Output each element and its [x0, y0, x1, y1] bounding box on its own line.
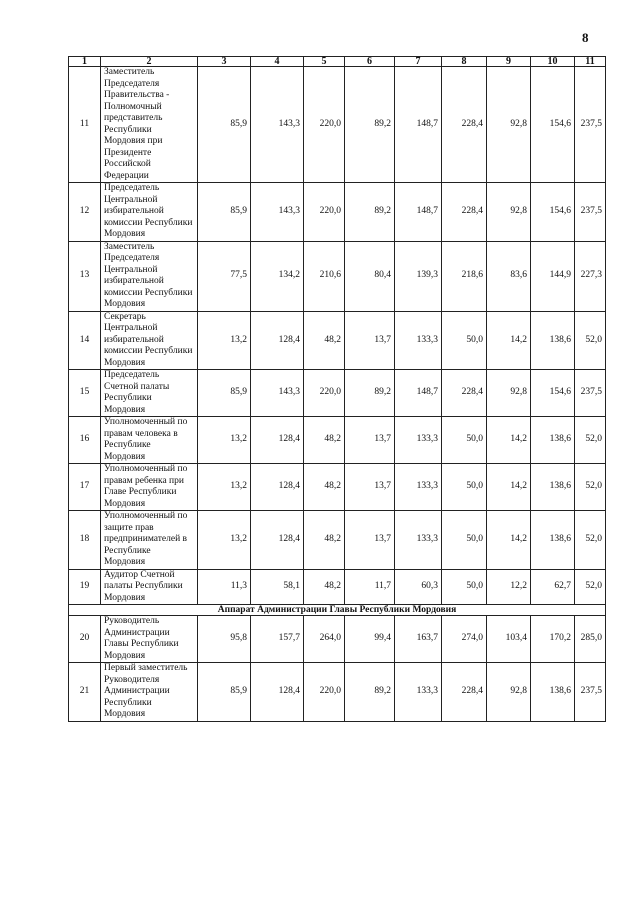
- value-cell: 143,3: [251, 370, 304, 417]
- value-cell: 58,1: [251, 569, 304, 605]
- value-cell: 133,3: [395, 311, 442, 370]
- value-cell: 13,2: [198, 417, 251, 464]
- row-number: 19: [69, 569, 101, 605]
- column-header: 2: [101, 57, 198, 67]
- row-number: 18: [69, 511, 101, 570]
- value-cell: 154,6: [531, 183, 575, 242]
- column-header: 11: [575, 57, 606, 67]
- value-cell: 154,6: [531, 370, 575, 417]
- value-cell: 50,0: [442, 311, 487, 370]
- row-number: 20: [69, 616, 101, 663]
- value-cell: 227,3: [575, 241, 606, 311]
- value-cell: 128,4: [251, 511, 304, 570]
- value-cell: 134,2: [251, 241, 304, 311]
- position-title: Заместитель Председателя Правительства - Полномочный представитель Республики Мордовия при Президенте Российской Федерации: [101, 67, 198, 183]
- row-number: 14: [69, 311, 101, 370]
- value-cell: 128,4: [251, 311, 304, 370]
- table-row: [69, 569, 606, 605]
- value-cell: 285,0: [575, 616, 606, 663]
- value-cell: 103,4: [487, 616, 531, 663]
- value-cell: 89,2: [345, 183, 395, 242]
- value-cell: 12,2: [487, 569, 531, 605]
- value-cell: 13,7: [345, 311, 395, 370]
- value-cell: 62,7: [531, 569, 575, 605]
- value-cell: 92,8: [487, 370, 531, 417]
- value-cell: 48,2: [304, 569, 345, 605]
- row-number: 17: [69, 464, 101, 511]
- row-number: 12: [69, 183, 101, 242]
- value-cell: 228,4: [442, 183, 487, 242]
- value-cell: 14,2: [487, 511, 531, 570]
- table-row: [69, 311, 606, 370]
- value-cell: 220,0: [304, 370, 345, 417]
- value-cell: 48,2: [304, 417, 345, 464]
- value-cell: 143,3: [251, 67, 304, 183]
- value-cell: 133,3: [395, 417, 442, 464]
- value-cell: 128,4: [251, 417, 304, 464]
- value-cell: 11,7: [345, 569, 395, 605]
- position-title: Председатель Счетной палаты Республики Мордовия: [101, 370, 198, 417]
- column-header: 3: [198, 57, 251, 67]
- value-cell: 138,6: [531, 417, 575, 464]
- table-row: [69, 663, 606, 722]
- row-number: 15: [69, 370, 101, 417]
- table-row: [69, 417, 606, 464]
- value-cell: 237,5: [575, 67, 606, 183]
- value-cell: 264,0: [304, 616, 345, 663]
- table-row: [69, 241, 606, 311]
- value-cell: 13,7: [345, 417, 395, 464]
- value-cell: 85,9: [198, 663, 251, 722]
- value-cell: 48,2: [304, 311, 345, 370]
- value-cell: 13,2: [198, 311, 251, 370]
- value-cell: 220,0: [304, 663, 345, 722]
- value-cell: 148,7: [395, 67, 442, 183]
- table-row: [69, 370, 606, 417]
- page-number: 8: [582, 30, 589, 45]
- value-cell: 170,2: [531, 616, 575, 663]
- value-cell: 133,3: [395, 464, 442, 511]
- value-cell: 52,0: [575, 464, 606, 511]
- value-cell: 14,2: [487, 464, 531, 511]
- value-cell: 89,2: [345, 370, 395, 417]
- position-title: Председатель Центральной избирательной комиссии Республики Мордовия: [101, 183, 198, 242]
- column-header: 7: [395, 57, 442, 67]
- table-row: [69, 616, 606, 663]
- value-cell: 89,2: [345, 67, 395, 183]
- value-cell: 99,4: [345, 616, 395, 663]
- value-cell: 85,9: [198, 67, 251, 183]
- value-cell: 11,3: [198, 569, 251, 605]
- value-cell: 154,6: [531, 67, 575, 183]
- value-cell: 237,5: [575, 370, 606, 417]
- table-row: [69, 183, 606, 242]
- value-cell: 138,6: [531, 464, 575, 511]
- value-cell: 50,0: [442, 417, 487, 464]
- value-cell: 274,0: [442, 616, 487, 663]
- position-title: Уполномоченный по правам человека в Республике Мордовия: [101, 417, 198, 464]
- value-cell: 157,7: [251, 616, 304, 663]
- value-cell: 128,4: [251, 663, 304, 722]
- row-number: 16: [69, 417, 101, 464]
- section-row: [69, 605, 606, 616]
- column-header: 5: [304, 57, 345, 67]
- value-cell: 148,7: [395, 370, 442, 417]
- value-cell: 144,9: [531, 241, 575, 311]
- position-title: Уполномоченный по правам ребенка при Главе Республики Мордовия: [101, 464, 198, 511]
- table-row: [69, 67, 606, 183]
- value-cell: 148,7: [395, 183, 442, 242]
- value-cell: 143,3: [251, 183, 304, 242]
- value-cell: 60,3: [395, 569, 442, 605]
- value-cell: 218,6: [442, 241, 487, 311]
- value-cell: 14,2: [487, 417, 531, 464]
- value-cell: 52,0: [575, 311, 606, 370]
- table-row: [69, 511, 606, 570]
- value-cell: 237,5: [575, 663, 606, 722]
- value-cell: 52,0: [575, 417, 606, 464]
- header-row: [69, 57, 606, 67]
- value-cell: 133,3: [395, 663, 442, 722]
- value-cell: 220,0: [304, 67, 345, 183]
- value-cell: 228,4: [442, 67, 487, 183]
- value-cell: 50,0: [442, 464, 487, 511]
- value-cell: 95,8: [198, 616, 251, 663]
- position-title: Руководитель Администрации Главы Республики Мордовия: [101, 616, 198, 663]
- value-cell: 228,4: [442, 663, 487, 722]
- value-cell: 13,7: [345, 511, 395, 570]
- value-cell: 13,2: [198, 464, 251, 511]
- value-cell: 52,0: [575, 511, 606, 570]
- column-header: 8: [442, 57, 487, 67]
- value-cell: 83,6: [487, 241, 531, 311]
- value-cell: 52,0: [575, 569, 606, 605]
- value-cell: 210,6: [304, 241, 345, 311]
- column-header: 4: [251, 57, 304, 67]
- position-title: Уполномоченный по защите прав предпринимателей в Республике Мордовия: [101, 511, 198, 570]
- value-cell: 48,2: [304, 464, 345, 511]
- value-cell: 139,3: [395, 241, 442, 311]
- column-header: 1: [69, 57, 101, 67]
- row-number: 13: [69, 241, 101, 311]
- value-cell: 85,9: [198, 183, 251, 242]
- value-cell: 85,9: [198, 370, 251, 417]
- position-title: Заместитель Председателя Центральной избирательной комиссии Республики Мордовия: [101, 241, 198, 311]
- value-cell: 220,0: [304, 183, 345, 242]
- value-cell: 89,2: [345, 663, 395, 722]
- value-cell: 13,2: [198, 511, 251, 570]
- value-cell: 92,8: [487, 67, 531, 183]
- row-number: 21: [69, 663, 101, 722]
- value-cell: 133,3: [395, 511, 442, 570]
- value-cell: 138,6: [531, 663, 575, 722]
- value-cell: 163,7: [395, 616, 442, 663]
- value-cell: 128,4: [251, 464, 304, 511]
- row-number: 11: [69, 67, 101, 183]
- value-cell: 138,6: [531, 511, 575, 570]
- value-cell: 228,4: [442, 370, 487, 417]
- position-title: Секретарь Центральной избирательной комиссии Республики Мордовия: [101, 311, 198, 370]
- value-cell: 77,5: [198, 241, 251, 311]
- column-header: 10: [531, 57, 575, 67]
- value-cell: 92,8: [487, 183, 531, 242]
- section-title: Аппарат Администрации Главы Республики Мордовия: [69, 605, 606, 616]
- value-cell: 48,2: [304, 511, 345, 570]
- value-cell: 14,2: [487, 311, 531, 370]
- column-header: 9: [487, 57, 531, 67]
- value-cell: 138,6: [531, 311, 575, 370]
- position-title: Аудитор Счетной палаты Республики Мордовия: [101, 569, 198, 605]
- value-cell: 237,5: [575, 183, 606, 242]
- value-cell: 50,0: [442, 511, 487, 570]
- value-cell: 80,4: [345, 241, 395, 311]
- value-cell: 92,8: [487, 663, 531, 722]
- table-row: [69, 464, 606, 511]
- position-title: Первый заместитель Руководителя Администрации Республики Мордовия: [101, 663, 198, 722]
- salary-table: [68, 56, 606, 722]
- column-header: 6: [345, 57, 395, 67]
- value-cell: 50,0: [442, 569, 487, 605]
- value-cell: 13,7: [345, 464, 395, 511]
